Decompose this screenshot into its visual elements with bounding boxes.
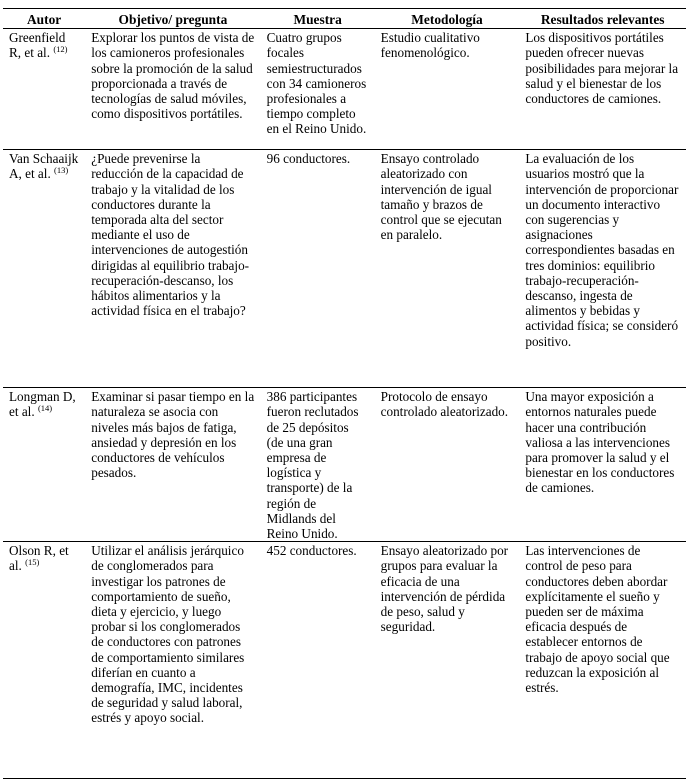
- cell-resultados: Una mayor exposición a entornos naturales puede hacer una contribución valiosa a las intervenciones para promover la salud y el bienestar en los conductores de camiones.: [525, 389, 675, 496]
- cell-objetivo: Utilizar el análisis jerárquico de conglomerados para investigar los patrones de comportamiento de sueño, dieta y ejercicio, y luego probar si los conglomerados de conductores con patrones de comportamiento similares diferían en cuanto a demografía, IMC, incidentes de seguridad y salud laboral, estrés y apoyo social.: [91, 543, 245, 726]
- studies-table: [3, 8, 686, 779]
- table-row: [3, 542, 686, 779]
- cell-metodologia: Estudio cualitativo fenomenológico.: [380, 30, 480, 61]
- reference-number: (13): [54, 165, 69, 176]
- author-name: Longman D, et al.: [9, 389, 76, 420]
- cell-muestra: Cuatro grupos focales semiestructurados con 34 camioneros profesionales a tiempo completo en el Reino Unido.: [266, 30, 367, 137]
- cell-objetivo: ¿Puede prevenirse la reducción de la capacidad de trabajo y la vitalidad de los conductores durante la temporada alta del sector mediante el uso de intervenciones de autogestión dirigidas al equilibrio trabajo-recuperación-descanso, los hábitos alimentarios y la actividad física en el trabajo?: [91, 151, 250, 319]
- cell-metodologia: Ensayo controlado aleatorizado con intervención de igual tamaño y brazos de control que se ejecutan en paralelo.: [380, 151, 502, 243]
- author-name: Greenfield R, et al.: [9, 30, 66, 61]
- author-name: Olson R, et al.: [9, 543, 69, 574]
- header-row: [3, 9, 686, 29]
- table-body: [3, 29, 686, 779]
- header-autor: Autor: [27, 12, 62, 27]
- table-row: [3, 29, 686, 150]
- cell-autor: [3, 150, 85, 388]
- cell-objetivo: Explorar los puntos de vista de los camioneros profesionales sobre la promoción de la salud proporcionada a través de tecnologías de salud móviles, como dispositivos portátiles.: [91, 30, 255, 122]
- reference-number: (14): [37, 403, 53, 414]
- cell-autor: [3, 388, 85, 542]
- header-muestra: Muestra: [293, 12, 342, 27]
- cell-objetivo: Examinar si pasar tiempo en la naturaleza se asocia con niveles más bajos de fatiga, ansiedad y depresión en los conductores de vehículos pesados.: [91, 389, 255, 481]
- cell-metodologia: Ensayo aleatorizado por grupos para evaluar la eficacia de una intervención de pérdida de peso, salud y seguridad.: [380, 543, 509, 635]
- table-row: [3, 388, 686, 542]
- header-objetivo: Objetivo/ pregunta: [118, 12, 228, 27]
- cell-metodologia: Protocolo de ensayo controlado aleatorizado.: [380, 389, 509, 420]
- header-metodologia: Metodología: [411, 12, 483, 27]
- cell-autor: [3, 29, 85, 150]
- cell-autor: [3, 542, 85, 779]
- table-header: [3, 9, 686, 29]
- cell-resultados: Los dispositivos portátiles pueden ofrecer nuevas posibilidades para mejorar la salud y el bienestar de los conductores de camiones.: [525, 30, 679, 107]
- cell-muestra: 452 conductores.: [266, 543, 357, 559]
- reference-number: (15): [25, 557, 40, 568]
- reference-number: (12): [53, 44, 68, 55]
- cell-resultados: La evaluación de los usuarios mostró que la intervención de proporcionar un documento interactivo con sugerencias y asignaciones correspondientes basadas en tres dominios: equilibrio trabajo-recuperación-descanso, ingesta de alimentos y bebidas y actividad física; se consideró positivo.: [525, 151, 679, 349]
- author-name: Van Schaaijk A, et al.: [9, 151, 79, 182]
- cell-resultados: Las intervenciones de control de peso para conductores deben abordar explícitamente el sueño y pueden ser de máxima eficacia después de establecer entornos de trabajo de apoyo social que reduzcan la exposición al estrés.: [525, 543, 670, 696]
- cell-muestra: 96 conductores.: [266, 151, 351, 167]
- cell-muestra: 386 participantes fueron reclutados de 25 depósitos (de una gran empresa de logística y transporte) de la región de Midlands del Reino Unido.: [266, 389, 359, 542]
- header-resultados: Resultados relevantes: [540, 12, 665, 27]
- table-row: [3, 150, 686, 388]
